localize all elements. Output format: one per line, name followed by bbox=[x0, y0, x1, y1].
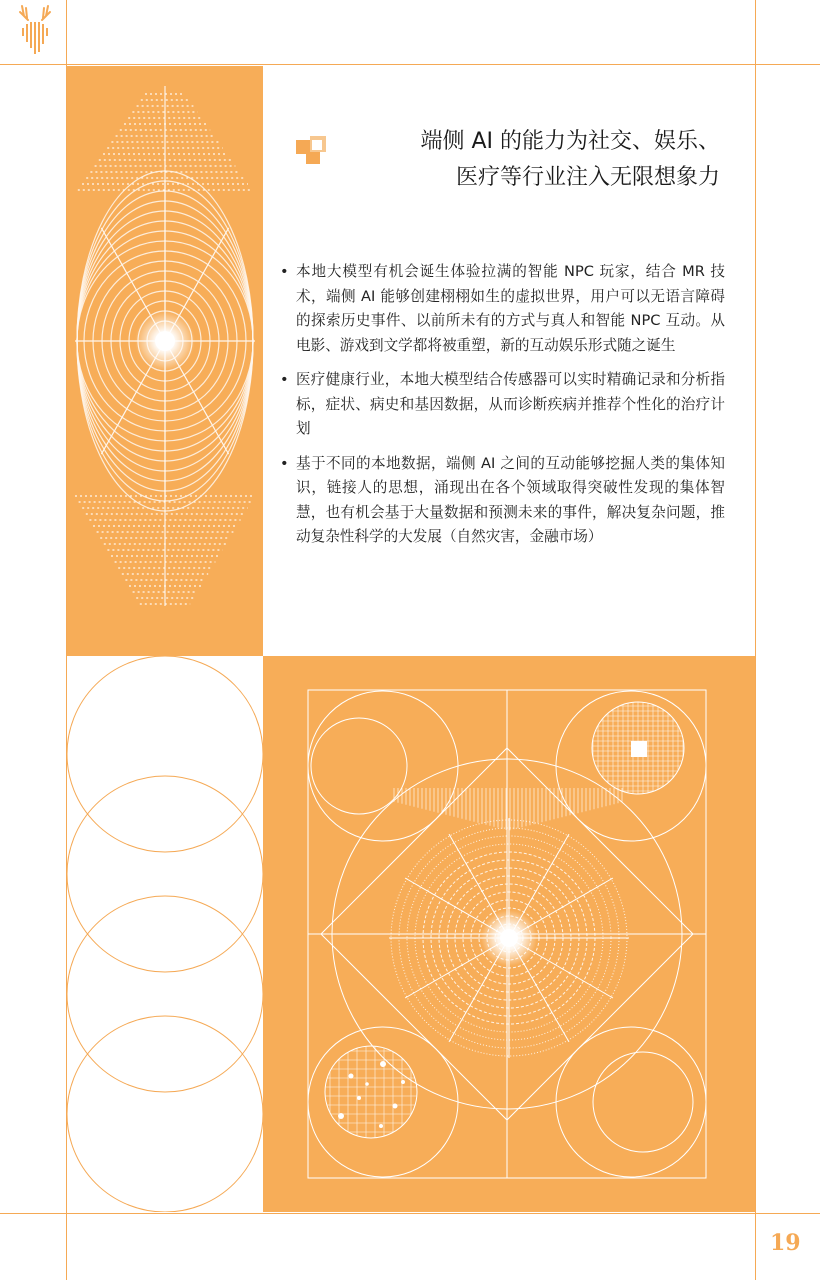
bottom-left-circles-panel bbox=[67, 656, 263, 1212]
bullet-item: • 本地大模型有机会诞生体验拉满的智能 NPC 玩家，结合 MR 技术，端侧 AI 能够创建栩栩如生的虚拟世界，用户可以无语言障碍的探索历史事件、以前所未有的方式与真人和智能 NPC 互动。从电影、游戏到文学都将被重塑，新的互动娱乐形式随之诞生 bbox=[280, 260, 725, 358]
page-title-line-2: 医疗等行业注入无限想象力 bbox=[455, 165, 720, 190]
page-title bbox=[320, 124, 720, 196]
guide-line-bottom bbox=[0, 1213, 820, 1214]
guide-line-top bbox=[0, 64, 820, 65]
left-orange-art-panel bbox=[67, 66, 263, 656]
page-number: 19 bbox=[770, 1230, 801, 1256]
bullet-item: • 医疗健康行业，本地大模型结合传感器可以实时精确记录和分析指标，症状、病史和基因数据，从而诊断疾病并推荐个性化的治疗计划 bbox=[280, 368, 725, 442]
page-title-line-1: 端侧 AI 的能力为社交、娱乐、 bbox=[420, 129, 720, 154]
bullet-list bbox=[280, 260, 725, 560]
bottom-orange-art-panel bbox=[263, 656, 755, 1212]
guide-line-right bbox=[755, 0, 756, 1280]
bullet-item: • 基于不同的本地数据，端侧 AI 之间的互动能够挖掘人类的集体知识，链接人的思想，涌现出在各个领域取得突破性发现的集体智慧，也有机会基于大量数据和预测未来的事件，解决复杂问题，推动复杂性科学的大发展（自然灾害，金融市场） bbox=[280, 452, 725, 550]
deer-head-logo bbox=[14, 2, 56, 60]
